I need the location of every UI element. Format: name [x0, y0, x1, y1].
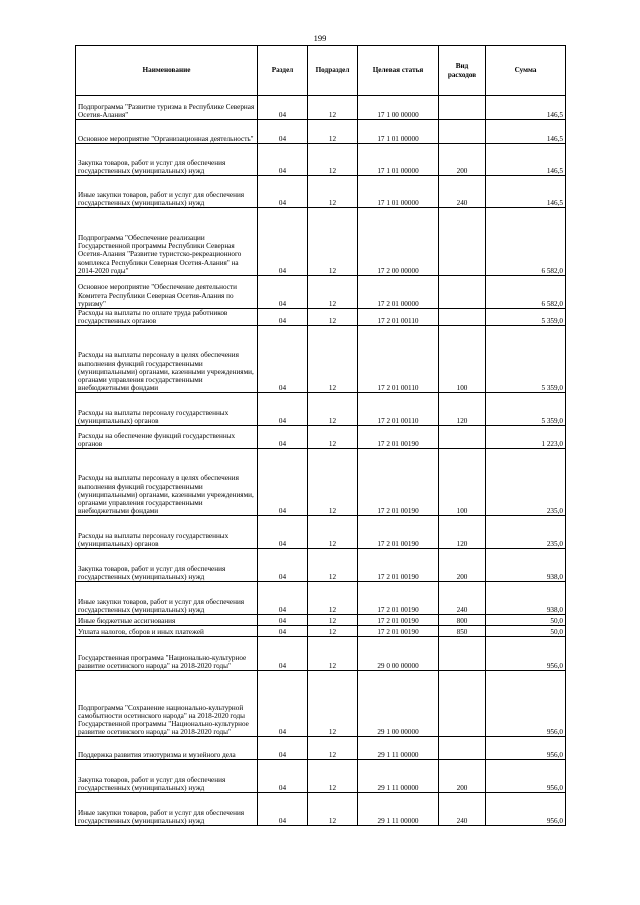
- row-subsection: 12: [308, 393, 358, 426]
- row-section: 04: [258, 615, 308, 626]
- row-section: 04: [258, 549, 308, 582]
- row-subsection: 12: [308, 793, 358, 826]
- table-row: [76, 637, 566, 671]
- row-target: 29 1 11 00000: [358, 737, 439, 760]
- table-row: [76, 393, 566, 426]
- row-subsection: 12: [308, 326, 358, 393]
- row-expense-type: 100: [439, 449, 486, 516]
- header-target: Целевая статья: [358, 46, 439, 96]
- row-section: 04: [258, 516, 308, 549]
- row-section: 04: [258, 120, 308, 144]
- table-row: [76, 549, 566, 582]
- row-section: 04: [258, 309, 308, 326]
- row-subsection: 12: [308, 516, 358, 549]
- row-subsection: 12: [308, 176, 358, 208]
- row-section: 04: [258, 760, 308, 793]
- row-name: Поддержка развития этнотуризма и музейного дела: [76, 737, 258, 760]
- row-sum: 6 582,0: [486, 276, 566, 309]
- header-sum: Сумма: [486, 46, 566, 96]
- row-expense-type: 100: [439, 326, 486, 393]
- row-name: Иные закупки товаров, работ и услуг для обеспечения государственных (муниципальных) нужд: [76, 176, 258, 208]
- row-sum: 5 359,0: [486, 393, 566, 426]
- row-name: Уплата налогов, сборов и иных платежей: [76, 626, 258, 637]
- table-row: [76, 737, 566, 760]
- row-subsection: 12: [308, 96, 358, 120]
- row-name: Подпрограмма "Обеспечение реализации Государственной программы Республики Северная Осетия-Алания "Развитие туристско-рекреационного комплекса Республики Северная Осетия-Алания" на 2014-2020 годы": [76, 208, 258, 276]
- row-name: Закупка товаров, работ и услуг для обеспечения государственных (муниципальных) нужд: [76, 144, 258, 176]
- row-expense-type: [439, 208, 486, 276]
- row-target: 17 2 01 00190: [358, 626, 439, 637]
- row-target: 17 1 00 00000: [358, 96, 439, 120]
- row-sum: 50,0: [486, 615, 566, 626]
- table-row: [76, 615, 566, 626]
- row-expense-type: 200: [439, 760, 486, 793]
- row-name: Расходы на выплаты персоналу государственных (муниципальных) органов: [76, 516, 258, 549]
- row-target: 17 2 01 00190: [358, 449, 439, 516]
- row-sum: 235,0: [486, 516, 566, 549]
- row-section: 04: [258, 426, 308, 449]
- row-target: 29 0 00 00000: [358, 637, 439, 671]
- row-sum: 938,0: [486, 582, 566, 615]
- row-expense-type: 800: [439, 615, 486, 626]
- row-name: Иные бюджетные ассигнования: [76, 615, 258, 626]
- row-expense-type: [439, 426, 486, 449]
- row-target: 17 2 01 00110: [358, 326, 439, 393]
- row-name: Основное мероприятие "Обеспечение деятельности Комитета Республики Северная Осетия-Алания по туризму": [76, 276, 258, 309]
- row-expense-type: [439, 671, 486, 737]
- row-sum: 50,0: [486, 626, 566, 637]
- row-name: Расходы на выплаты персоналу в целях обеспечения выполнения функций государственными (муниципальными) органами, казенными учреждениями, органами управления государственными внебюджетными фондами: [76, 326, 258, 393]
- row-sum: 938,0: [486, 549, 566, 582]
- row-subsection: 12: [308, 208, 358, 276]
- row-target: 29 1 11 00000: [358, 760, 439, 793]
- row-target: 29 1 11 00000: [358, 793, 439, 826]
- row-section: 04: [258, 144, 308, 176]
- table-row: [76, 426, 566, 449]
- row-sum: 956,0: [486, 793, 566, 826]
- row-target: 17 2 01 00190: [358, 615, 439, 626]
- row-subsection: 12: [308, 582, 358, 615]
- row-sum: 956,0: [486, 671, 566, 737]
- table-row: [76, 626, 566, 637]
- row-section: 04: [258, 737, 308, 760]
- row-sum: 146,5: [486, 96, 566, 120]
- header-expense-type: Вид расходов: [439, 46, 486, 96]
- table-row: [76, 760, 566, 793]
- row-subsection: 12: [308, 426, 358, 449]
- row-expense-type: [439, 120, 486, 144]
- row-section: 04: [258, 176, 308, 208]
- row-target: 17 2 00 00000: [358, 208, 439, 276]
- row-subsection: 12: [308, 309, 358, 326]
- row-name: Подпрограмма "Сохранение национально-культурной самобытности осетинского народа" на 2018-2020 годы Государственной программы "Национально-культурное развитие осетинского народа" на 2018-2020 годы": [76, 671, 258, 737]
- table-row: [76, 449, 566, 516]
- row-target: 17 2 01 00190: [358, 516, 439, 549]
- row-expense-type: [439, 737, 486, 760]
- row-expense-type: 240: [439, 582, 486, 615]
- row-expense-type: 120: [439, 516, 486, 549]
- row-subsection: 12: [308, 449, 358, 516]
- row-name: Основное мероприятие "Организационная деятельность": [76, 120, 258, 144]
- row-section: 04: [258, 582, 308, 615]
- row-sum: 5 359,0: [486, 309, 566, 326]
- row-sum: 146,5: [486, 120, 566, 144]
- row-subsection: 12: [308, 549, 358, 582]
- row-expense-type: 240: [439, 793, 486, 826]
- row-section: 04: [258, 793, 308, 826]
- row-section: 04: [258, 626, 308, 637]
- page-number: 199: [313, 33, 327, 43]
- table-row: [76, 793, 566, 826]
- table-row: [76, 671, 566, 737]
- table-row: [76, 208, 566, 276]
- row-target: 17 1 01 00000: [358, 120, 439, 144]
- table-row: [76, 176, 566, 208]
- header-section: Раздел: [258, 46, 308, 96]
- row-expense-type: 240: [439, 176, 486, 208]
- row-name: Расходы на обеспечение функций государственных органов: [76, 426, 258, 449]
- table-row: [76, 276, 566, 309]
- row-target: 17 1 01 00000: [358, 176, 439, 208]
- row-subsection: 12: [308, 276, 358, 309]
- row-sum: 235,0: [486, 449, 566, 516]
- row-subsection: 12: [308, 671, 358, 737]
- row-target: 17 2 01 00190: [358, 426, 439, 449]
- row-target: 17 2 01 00110: [358, 309, 439, 326]
- table-row: [76, 516, 566, 549]
- row-expense-type: 850: [439, 626, 486, 637]
- row-expense-type: 120: [439, 393, 486, 426]
- row-section: 04: [258, 671, 308, 737]
- budget-table: [75, 45, 566, 826]
- row-expense-type: 200: [439, 144, 486, 176]
- row-section: 04: [258, 393, 308, 426]
- row-subsection: 12: [308, 737, 358, 760]
- header-subsection: Подраздел: [308, 46, 358, 96]
- row-target: 17 2 01 00190: [358, 549, 439, 582]
- row-target: 17 1 01 00000: [358, 144, 439, 176]
- row-subsection: 12: [308, 626, 358, 637]
- row-name: Подпрограмма "Развитие туризма в Республике Северная Осетия-Алания": [76, 96, 258, 120]
- row-expense-type: [439, 309, 486, 326]
- row-sum: 5 359,0: [486, 326, 566, 393]
- row-name: Иные закупки товаров, работ и услуг для обеспечения государственных (муниципальных) нужд: [76, 793, 258, 826]
- row-expense-type: [439, 637, 486, 671]
- row-subsection: 12: [308, 760, 358, 793]
- row-sum: 146,5: [486, 176, 566, 208]
- row-name: Государственная программа "Национально-культурное развитие осетинского народа" на 2018-2020 годы": [76, 637, 258, 671]
- row-sum: 1 223,0: [486, 426, 566, 449]
- row-subsection: 12: [308, 144, 358, 176]
- row-target: 17 2 01 00000: [358, 276, 439, 309]
- row-section: 04: [258, 208, 308, 276]
- row-name: Закупка товаров, работ и услуг для обеспечения государственных (муниципальных) нужд: [76, 760, 258, 793]
- row-section: 04: [258, 637, 308, 671]
- row-name: Закупка товаров, работ и услуг для обеспечения государственных (муниципальных) нужд: [76, 549, 258, 582]
- row-sum: 956,0: [486, 760, 566, 793]
- row-expense-type: 200: [439, 549, 486, 582]
- table-row: [76, 309, 566, 326]
- row-section: 04: [258, 449, 308, 516]
- row-target: 17 2 01 00110: [358, 393, 439, 426]
- row-name: Иные закупки товаров, работ и услуг для обеспечения государственных (муниципальных) нужд: [76, 582, 258, 615]
- header-name: Наименование: [76, 46, 258, 96]
- row-sum: 956,0: [486, 737, 566, 760]
- row-name: Расходы на выплаты по оплате труда работников государственных органов: [76, 309, 258, 326]
- row-section: 04: [258, 276, 308, 309]
- table-row: [76, 144, 566, 176]
- table-row: [76, 326, 566, 393]
- row-sum: 146,5: [486, 144, 566, 176]
- row-subsection: 12: [308, 120, 358, 144]
- table-row: [76, 96, 566, 120]
- row-subsection: 12: [308, 637, 358, 671]
- row-subsection: 12: [308, 615, 358, 626]
- row-expense-type: [439, 96, 486, 120]
- row-sum: 956,0: [486, 637, 566, 671]
- row-name: Расходы на выплаты персоналу в целях обеспечения выполнения функций государственными (муниципальными) органами, казенными учреждениями, органами управления государственными внебюджетными фондами: [76, 449, 258, 516]
- table-row: [76, 582, 566, 615]
- row-target: 29 1 00 00000: [358, 671, 439, 737]
- row-target: 17 2 01 00190: [358, 582, 439, 615]
- table-header-row: [76, 46, 566, 96]
- row-name: Расходы на выплаты персоналу государственных (муниципальных) органов: [76, 393, 258, 426]
- row-section: 04: [258, 96, 308, 120]
- table-row: [76, 120, 566, 144]
- row-sum: 6 582,0: [486, 208, 566, 276]
- row-expense-type: [439, 276, 486, 309]
- row-section: 04: [258, 326, 308, 393]
